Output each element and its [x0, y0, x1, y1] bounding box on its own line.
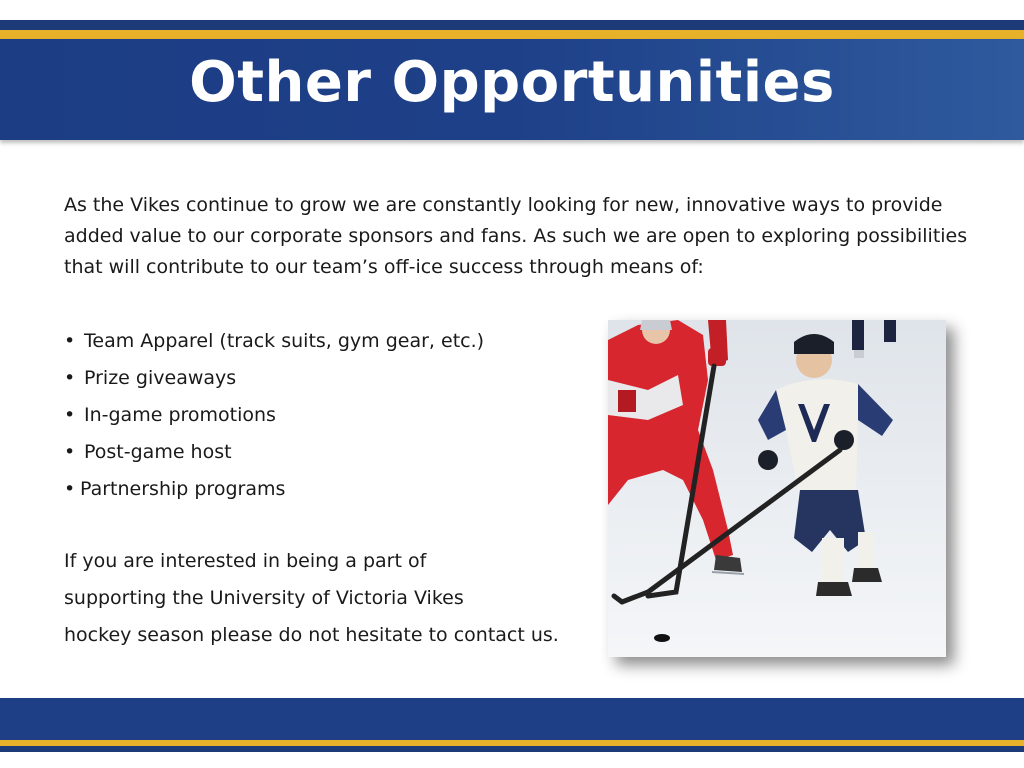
list-item	[64, 471, 484, 508]
list-item-label: Partnership programs	[80, 478, 286, 500]
footer-bottom-stripe	[0, 746, 1024, 752]
opportunity-list	[64, 323, 484, 508]
closing-line: hockey season please do not hesitate to contact us.	[64, 624, 559, 646]
bullet-icon: •	[64, 478, 76, 500]
header-top-stripe	[0, 20, 1024, 30]
header-gold-stripe	[0, 30, 1024, 39]
closing-paragraph	[64, 543, 624, 654]
list-item-label: In-game promotions	[84, 404, 276, 426]
closing-line: If you are interested in being a part of	[64, 550, 427, 572]
list-item	[64, 323, 484, 360]
closing-line: supporting the University of Victoria Vikes	[64, 587, 464, 609]
list-item-label: Post-game host	[84, 441, 232, 463]
bullet-icon: •	[64, 441, 76, 463]
list-item	[64, 360, 484, 397]
list-item	[64, 434, 484, 471]
list-item-label: Team Apparel (track suits, gym gear, etc.)	[84, 330, 485, 352]
bullet-icon: •	[64, 404, 76, 426]
footer-band	[0, 698, 1024, 740]
bullet-icon: •	[64, 367, 76, 389]
list-item-label: Prize giveaways	[84, 367, 237, 389]
hockey-photo	[608, 320, 946, 657]
hockey-players-illustration	[608, 320, 946, 657]
list-item	[64, 397, 484, 434]
bullet-icon: •	[64, 330, 76, 352]
slide-title: Other Opportunities	[189, 50, 835, 115]
intro-paragraph: As the Vikes continue to grow we are constantly looking for new, innovative ways to provide added value to our corporate sponsors and fans. As such we are open to exploring possibilities that will contribute to our team’s off-ice success through means of:	[64, 194, 968, 278]
